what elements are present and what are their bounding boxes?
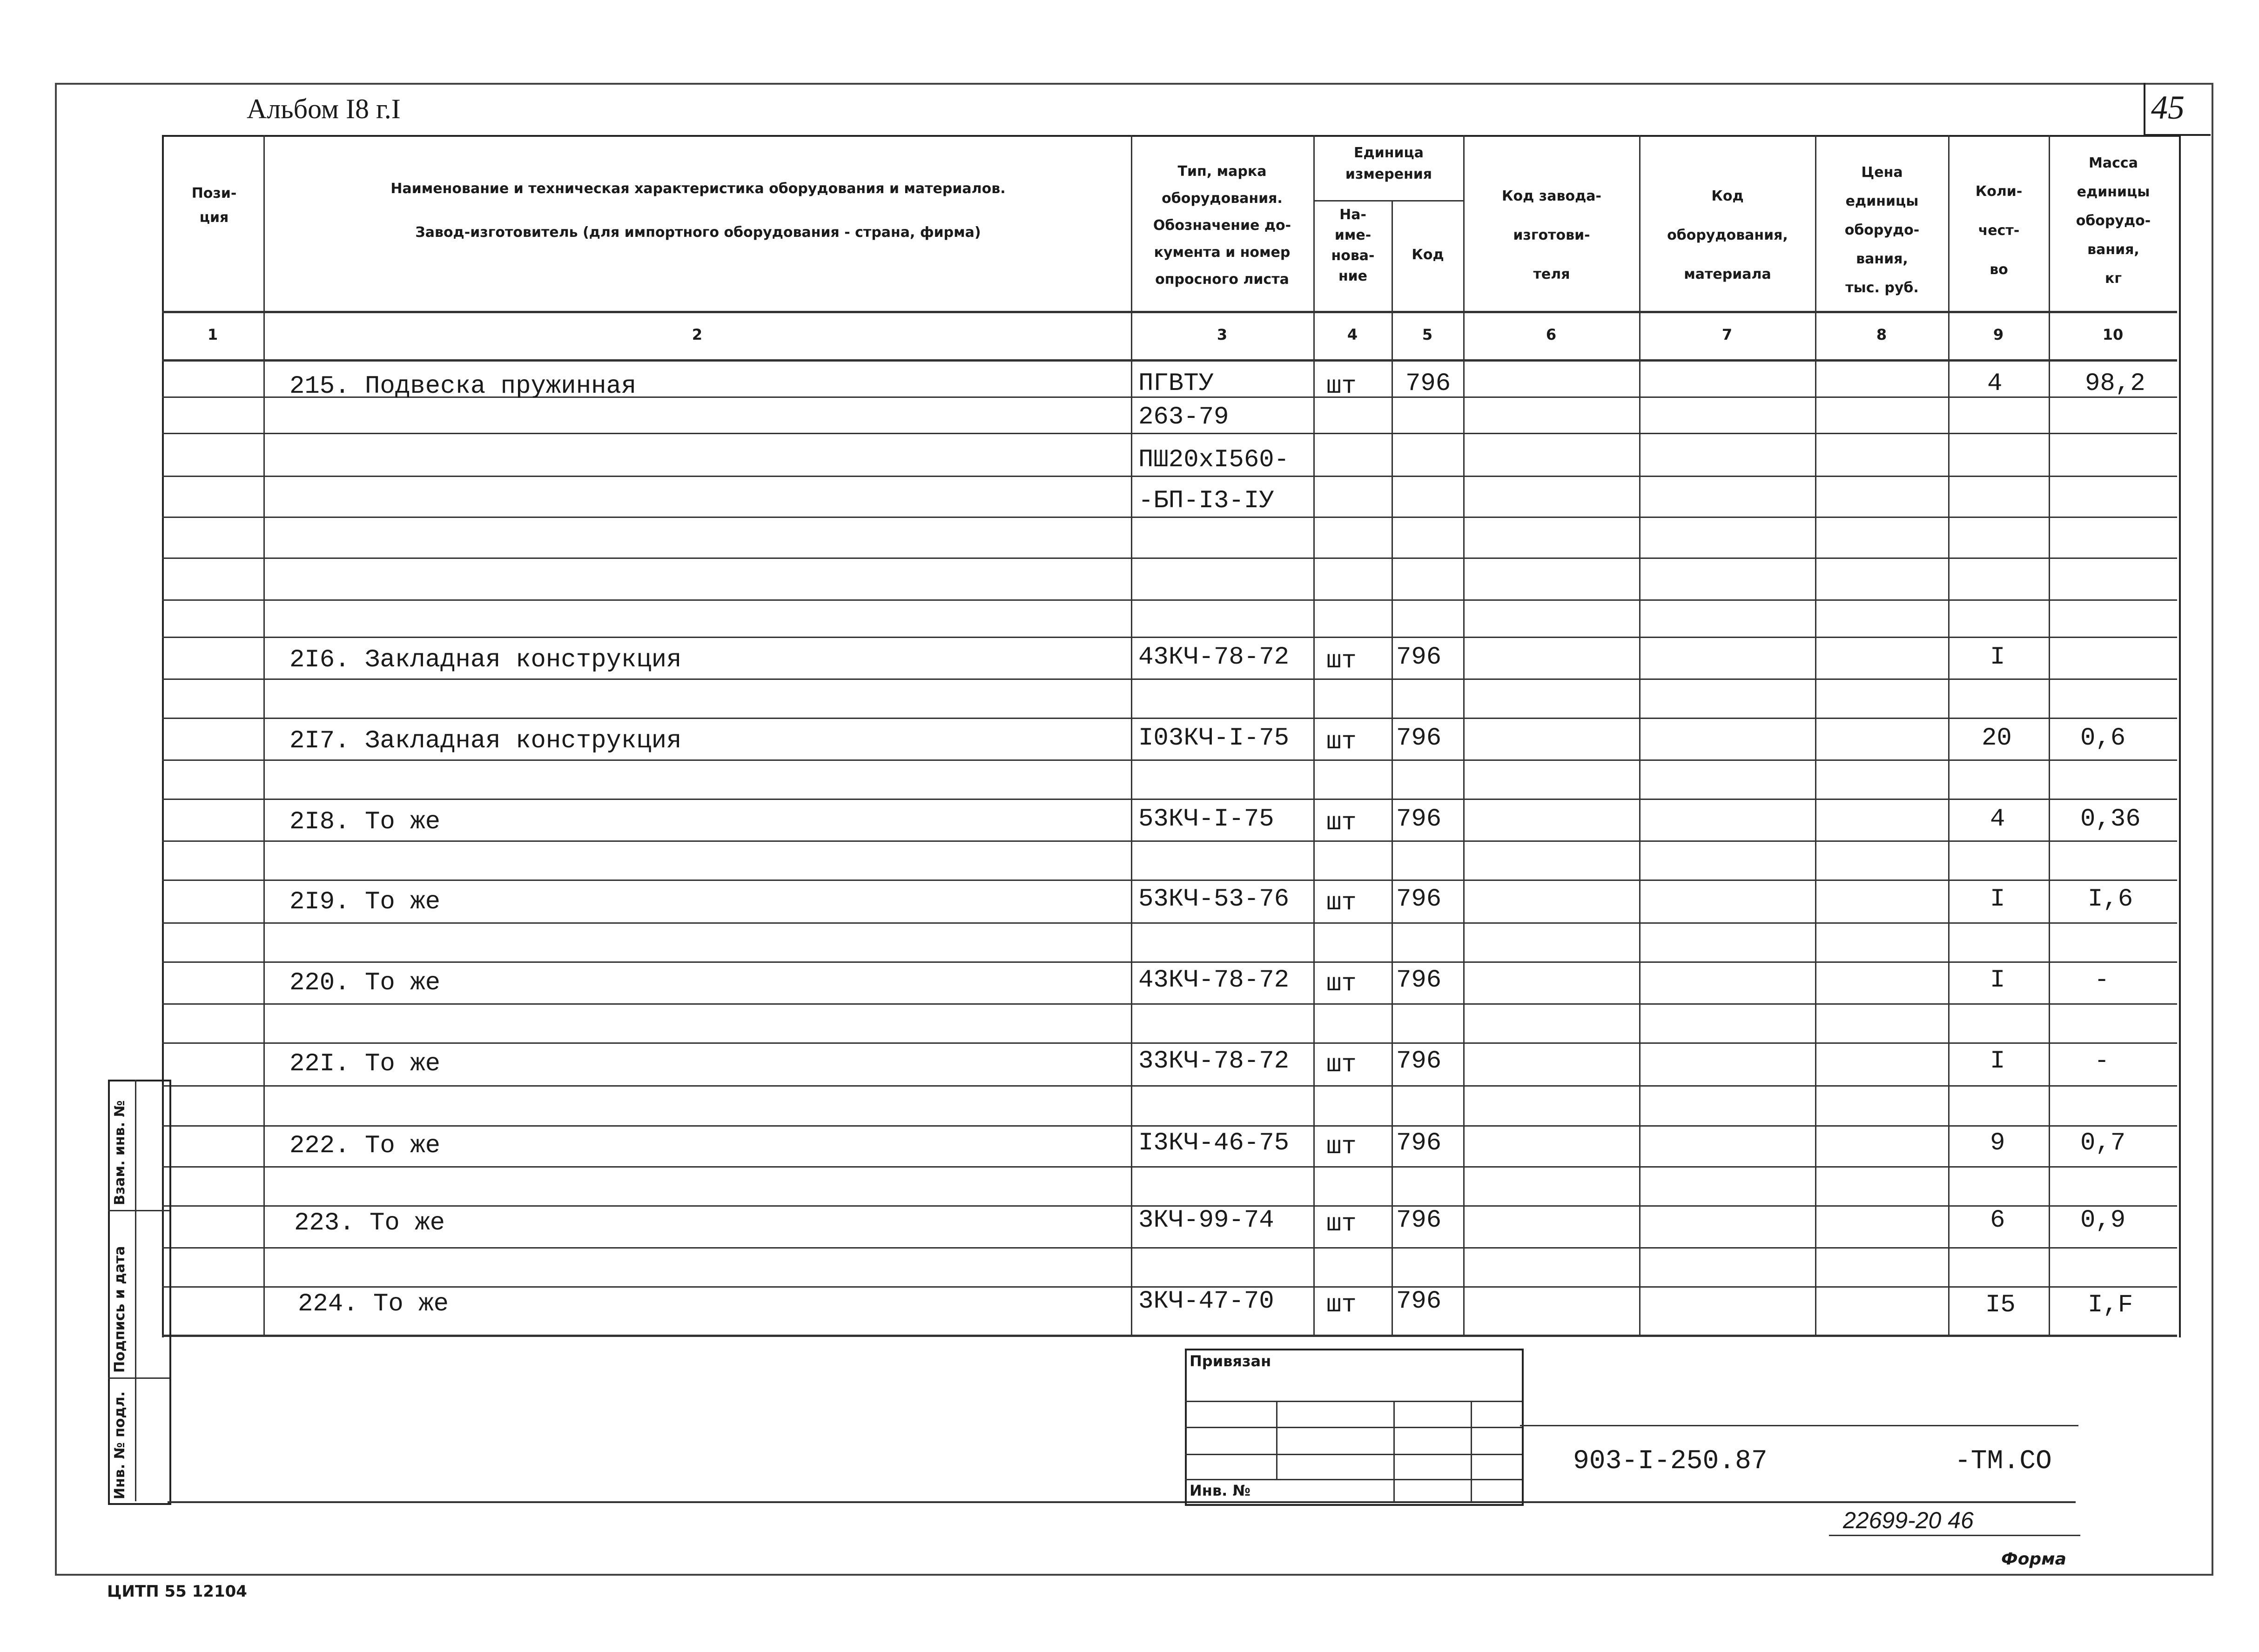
row-mass: - xyxy=(2094,966,2110,994)
row-qty: 4 xyxy=(1990,805,2005,833)
row-line xyxy=(162,557,2177,559)
row-line xyxy=(162,840,2177,842)
col-line-7 xyxy=(1815,135,1816,1336)
row-line xyxy=(162,433,2177,434)
row-line xyxy=(162,759,2177,761)
col-line-5 xyxy=(1463,135,1465,1336)
row-mass: 98,2 xyxy=(2085,369,2145,398)
row-type: ПШ20хI560- xyxy=(1138,446,1290,474)
row-unit-code: 796 xyxy=(1396,1206,1442,1235)
row-unit-code: 796 xyxy=(1396,643,1442,672)
row-type: I03КЧ-I-75 xyxy=(1138,724,1290,752)
row-type: 263-79 xyxy=(1138,403,1229,431)
colnum-5: 5 xyxy=(1422,326,1433,343)
privyazan-label: Привязан xyxy=(1190,1352,1271,1370)
page-number: 45 xyxy=(2151,89,2185,126)
row-unit: шт xyxy=(1326,1210,1357,1238)
row-name: 2I7. Закладная конструкция xyxy=(289,727,682,755)
format-label: Форма xyxy=(2001,1550,2066,1569)
row-unit: шт xyxy=(1326,647,1357,675)
colnum-9: 9 xyxy=(1993,326,2004,343)
privyazan-col xyxy=(1393,1401,1395,1502)
row-type: 53КЧ-53-76 xyxy=(1138,885,1290,913)
row-mass: I,6 xyxy=(2088,885,2133,913)
row-name: 2I8. То же xyxy=(289,808,441,836)
col-line-3 xyxy=(1313,135,1315,1336)
row-qty: I xyxy=(1990,966,2005,994)
header-mass: Масса единицы оборудо- вания, кг xyxy=(2076,155,2151,287)
row-qty: 6 xyxy=(1990,1206,2005,1235)
colnum-1: 1 xyxy=(207,326,218,343)
colnum-10: 10 xyxy=(2102,326,2124,343)
row-qty: 20 xyxy=(1982,724,2012,752)
colnum-7: 7 xyxy=(1721,326,1733,343)
colnum-3: 3 xyxy=(1217,326,1228,343)
row-name: 222. То же xyxy=(289,1132,441,1160)
row-name: 2I9. То же xyxy=(289,888,441,916)
title-block-bottom-line xyxy=(168,1501,2076,1503)
row-type: 33КЧ-78-72 xyxy=(1138,1047,1290,1075)
header-quantity: Коли- чест- во xyxy=(1975,183,2023,278)
row-line xyxy=(162,1125,2177,1127)
handwritten-number: 22699-20 46 xyxy=(1843,1507,1974,1533)
row-unit: шт xyxy=(1326,970,1357,998)
privyazan-col xyxy=(1471,1401,1472,1502)
row-name: 215. Подвеска пружинная xyxy=(289,372,637,401)
doc-code: 903-I-250.87 xyxy=(1573,1446,1768,1477)
header-position: Пози- ция xyxy=(191,185,237,226)
header-price: Цена единицы оборудо- вания, тыс. руб. xyxy=(1844,164,1920,296)
row-type: 53КЧ-I-75 xyxy=(1138,805,1274,833)
row-mass: 0,6 xyxy=(2080,724,2126,752)
row-unit-code: 796 xyxy=(1396,1047,1442,1075)
row-qty: I xyxy=(1990,1047,2005,1075)
row-line xyxy=(162,637,2177,638)
privyazan-col xyxy=(1276,1401,1277,1480)
side-stamp-podpis: Подпись и дата xyxy=(112,1246,128,1373)
unit-group-line xyxy=(1313,200,1463,201)
row-qty: I xyxy=(1990,643,2005,672)
doc-suffix: -ТМ.СО xyxy=(1955,1446,2052,1477)
row-type: 43КЧ-78-72 xyxy=(1138,966,1290,994)
col-line-1 xyxy=(263,135,265,1336)
side-stamp-line xyxy=(108,1377,169,1379)
side-stamp-line xyxy=(108,1210,169,1211)
row-type: I3КЧ-46-75 xyxy=(1138,1129,1290,1157)
row-mass: I,F xyxy=(2088,1291,2133,1319)
col-line-8 xyxy=(1948,135,1950,1336)
row-unit-code: 796 xyxy=(1396,885,1442,913)
header-factory-code: Код завода- изготови- теля xyxy=(1502,188,1601,282)
side-stamp-line xyxy=(135,1080,136,1501)
handwritten-underline xyxy=(1829,1535,2080,1536)
row-unit-code: 796 xyxy=(1405,369,1451,398)
row-mass: 0,7 xyxy=(2080,1129,2126,1157)
row-qty: 9 xyxy=(1990,1129,2005,1157)
table-bottom-line xyxy=(162,1335,2177,1337)
row-name: 220. То же xyxy=(289,969,441,997)
header-equipment-code: Код оборудования, материала xyxy=(1667,188,1788,282)
row-type: 43КЧ-78-72 xyxy=(1138,643,1290,672)
row-unit-code: 796 xyxy=(1396,966,1442,994)
footer-code: ЦИТП 55 12104 xyxy=(107,1582,247,1601)
album-label: Альбом I8 г.I xyxy=(247,94,401,124)
row-line xyxy=(162,1003,2177,1005)
row-name: 22I. То же xyxy=(289,1050,441,1078)
row-line xyxy=(162,1166,2177,1168)
row-unit-code: 796 xyxy=(1396,1129,1442,1157)
row-line xyxy=(162,880,2177,881)
header-name-line2: Завод-изготовитель (для импортного оборудования - страна, фирма) xyxy=(415,224,981,241)
row-unit: шт xyxy=(1326,1133,1357,1161)
header-bottom-line xyxy=(162,311,2177,313)
side-stamp-inv: Инв. № подл. xyxy=(112,1391,128,1499)
col-line-4 xyxy=(1392,200,1393,1336)
row-line xyxy=(162,678,2177,680)
row-type: ПГВТУ xyxy=(1138,369,1214,398)
header-unit-code: Код xyxy=(1412,247,1444,263)
col-line-6 xyxy=(1639,135,1640,1336)
header-unit-name: На- име- нова- ние xyxy=(1331,207,1375,284)
row-qty: 4 xyxy=(1987,369,2003,398)
row-line xyxy=(162,718,2177,719)
header-unit-group: Единица измерения xyxy=(1345,145,1432,182)
row-type: -БП-I3-IУ xyxy=(1138,487,1274,515)
row-line xyxy=(162,961,2177,963)
row-mass: 0,9 xyxy=(2080,1206,2126,1235)
row-unit: шт xyxy=(1326,1051,1357,1079)
row-unit: шт xyxy=(1326,728,1357,756)
colnum-bottom-line xyxy=(162,359,2177,362)
row-unit-code: 796 xyxy=(1396,1287,1442,1316)
colnum-4: 4 xyxy=(1347,326,1358,343)
row-line xyxy=(162,799,2177,800)
colnum-8: 8 xyxy=(1876,326,1887,343)
row-line xyxy=(162,1247,2177,1249)
row-type: 3КЧ-47-70 xyxy=(1138,1287,1274,1316)
row-unit-code: 796 xyxy=(1396,724,1442,752)
inv-no-label: Инв. № xyxy=(1190,1482,1251,1499)
row-line xyxy=(162,1085,2177,1087)
header-name-line1: Наименование и техническая характеристика оборудования и материалов. xyxy=(390,181,1006,197)
row-unit-code: 796 xyxy=(1396,805,1442,833)
col-line-2 xyxy=(1131,135,1132,1336)
row-mass: - xyxy=(2094,1047,2110,1075)
row-qty: I5 xyxy=(1985,1291,2016,1319)
doc-code-top-line xyxy=(1520,1425,2078,1426)
row-line xyxy=(162,599,2177,601)
row-unit: шт xyxy=(1326,1291,1357,1319)
row-unit: шт xyxy=(1326,809,1357,837)
row-qty: I xyxy=(1990,885,2005,913)
row-name: 2I6. Закладная конструкция xyxy=(289,646,682,674)
row-line xyxy=(162,1042,2177,1044)
row-line xyxy=(162,517,2177,518)
row-mass: 0,36 xyxy=(2080,805,2141,833)
row-unit: шт xyxy=(1326,372,1357,401)
col-line-9 xyxy=(2049,135,2050,1336)
row-type: 3КЧ-99-74 xyxy=(1138,1206,1274,1235)
row-line xyxy=(162,922,2177,924)
header-type: Тип, марка оборудования. Обозначение до- кумента и номер опросного листа xyxy=(1153,163,1291,288)
row-name: 223. То же xyxy=(294,1209,445,1237)
colnum-2: 2 xyxy=(692,326,703,343)
colnum-6: 6 xyxy=(1546,326,1557,343)
side-stamp-vzam: Взам. инв. № xyxy=(112,1100,128,1205)
row-unit: шт xyxy=(1326,889,1357,917)
row-name: 224. То же xyxy=(298,1290,449,1318)
row-line xyxy=(162,476,2177,477)
